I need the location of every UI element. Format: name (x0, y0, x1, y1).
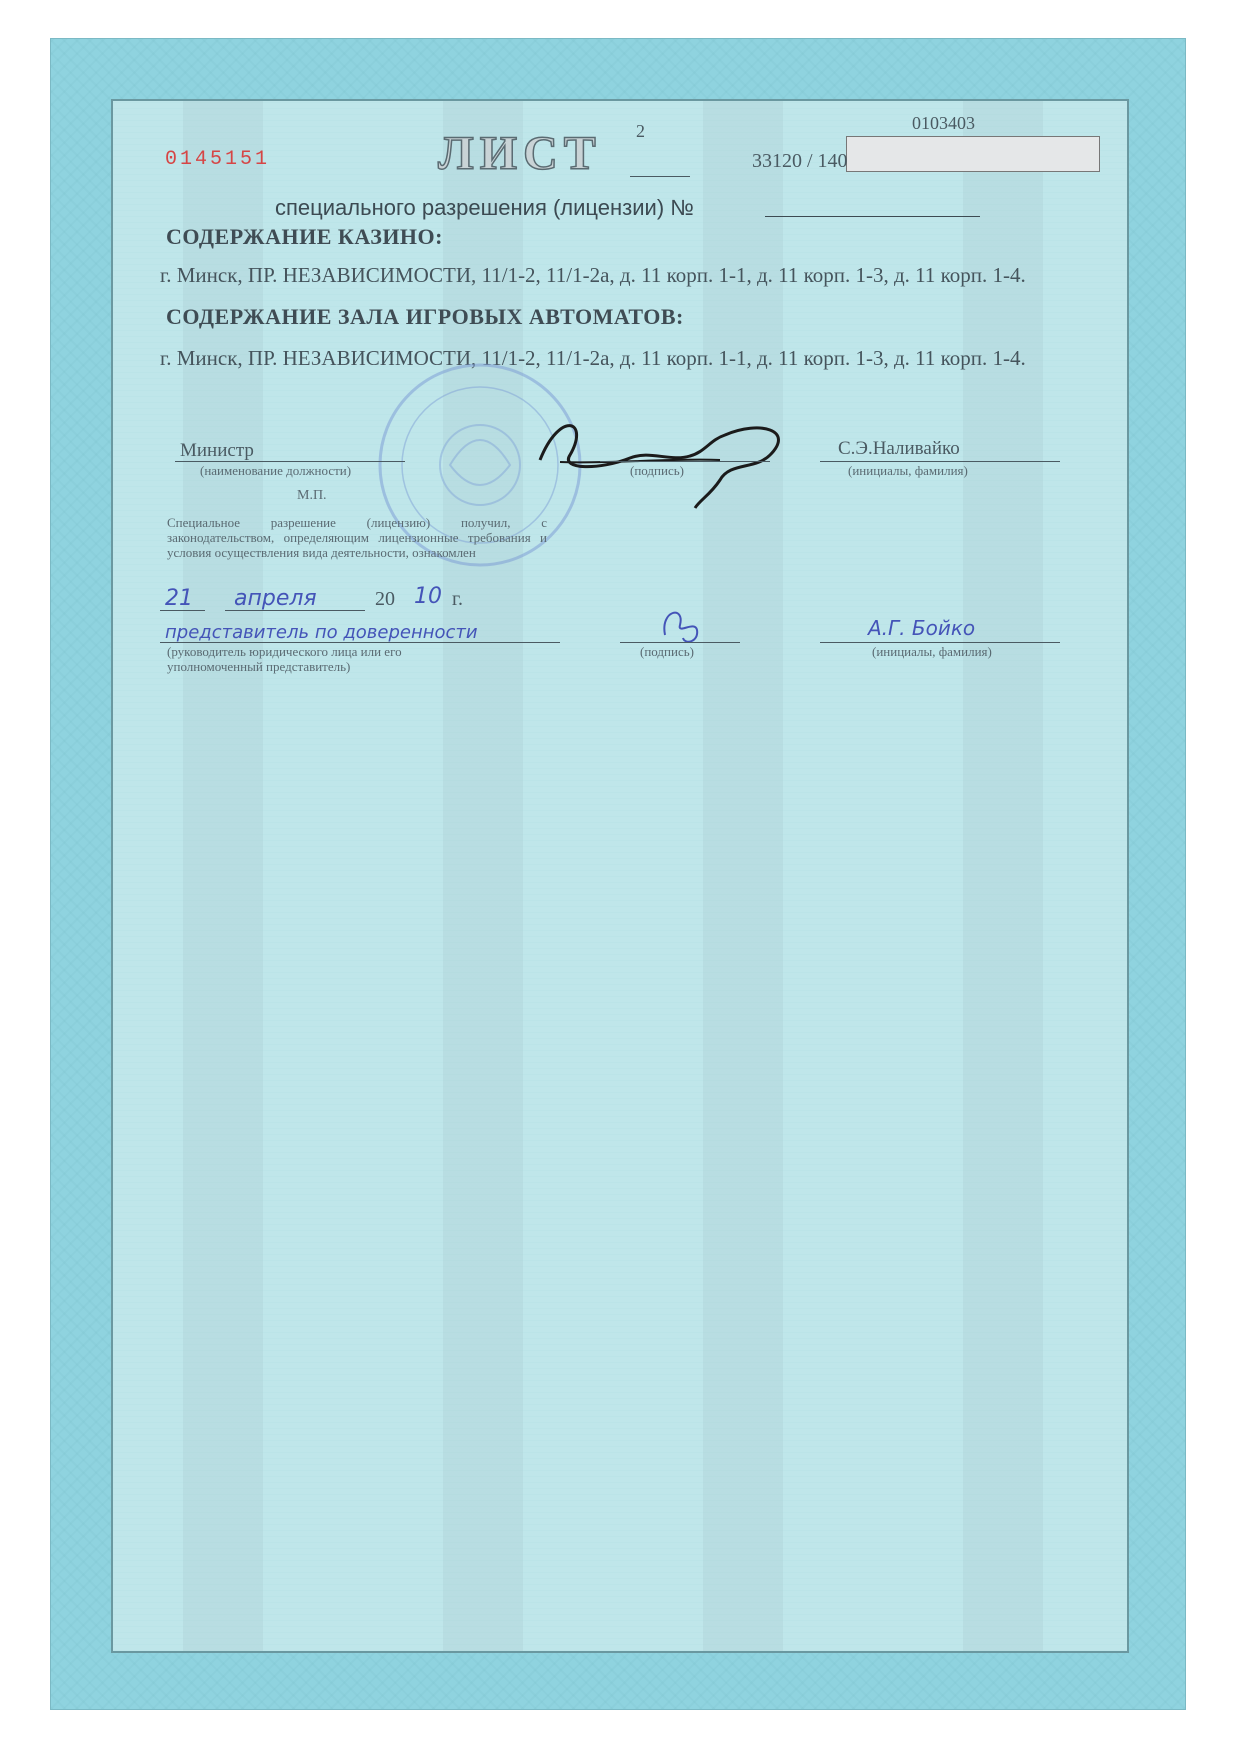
name-caption: (инициалы, фамилия) (848, 463, 968, 478)
guilloche-border (50, 38, 1186, 1710)
official-name: С.Э.Наливайко (838, 438, 960, 459)
sheet-number: 2 (636, 121, 645, 141)
representative-role-handwritten: представитель по доверенности (165, 622, 478, 643)
position-caption: (наименование должности) (200, 463, 352, 478)
representative-name-line (820, 642, 1060, 643)
representative-name-handwritten: А.Г. Бойко (868, 616, 976, 640)
license-number-line (765, 216, 980, 217)
date-month: апреля (234, 586, 317, 611)
license-subtitle: специального разрешения (лицензии) № (275, 195, 694, 220)
position-title: Министр (180, 440, 254, 461)
signature-line (600, 461, 770, 462)
registration-number: 33120 / 140 (752, 150, 848, 172)
position-line (175, 461, 405, 462)
redaction-box (846, 136, 1100, 172)
month-line (225, 610, 365, 611)
acknowledgement-notice: Специальное разрешение (лицензию) получил, с законодательством, определяющим лицензионные требования и условия осуществления вида деятельности, ознакомлен (167, 515, 547, 560)
day-line (160, 610, 205, 611)
serial-number: 0145151 (165, 148, 271, 171)
date-year-handwritten: 10 (414, 584, 442, 609)
slot-hall-address: г. Минск, ПР. НЕЗАВИСИМОСТИ, 11/1-2, 11/1-2а, д. 11 корп. 1-1, д. 11 корп. 1-3, д. 11 корп. 1-4. (160, 346, 1026, 370)
date-year-prefix: 20 (375, 588, 395, 610)
name-line (820, 461, 1060, 462)
casino-heading: СОДЕРЖАНИЕ КАЗИНО: (166, 224, 443, 249)
signature-caption: (подпись) (630, 463, 684, 478)
blank-number: 0103403 (912, 113, 975, 133)
representative-name-caption: (инициалы, фамилия) (872, 644, 992, 659)
date-suffix: г. (452, 588, 463, 610)
sheet-title: ЛИСТ (438, 127, 602, 180)
representative-signature-caption: (подпись) (640, 644, 694, 659)
representative-caption: (руководитель юридического лица или его уполномоченный представитель) (167, 644, 402, 674)
stamp-place: М.П. (297, 488, 327, 503)
date-day: 21 (165, 586, 193, 611)
sheet-number-line (630, 176, 690, 177)
casino-address: г. Минск, ПР. НЕЗАВИСИМОСТИ, 11/1-2, 11/1-2а, д. 11 корп. 1-1, д. 11 корп. 1-3, д. 11 корп. 1-4. (160, 263, 1026, 287)
representative-signature-line (620, 642, 740, 643)
document-body (111, 99, 1129, 1653)
minister-signature (520, 400, 800, 510)
representative-line (160, 642, 560, 643)
slot-hall-heading: СОДЕРЖАНИЕ ЗАЛА ИГРОВЫХ АВТОМАТОВ: (166, 304, 684, 329)
